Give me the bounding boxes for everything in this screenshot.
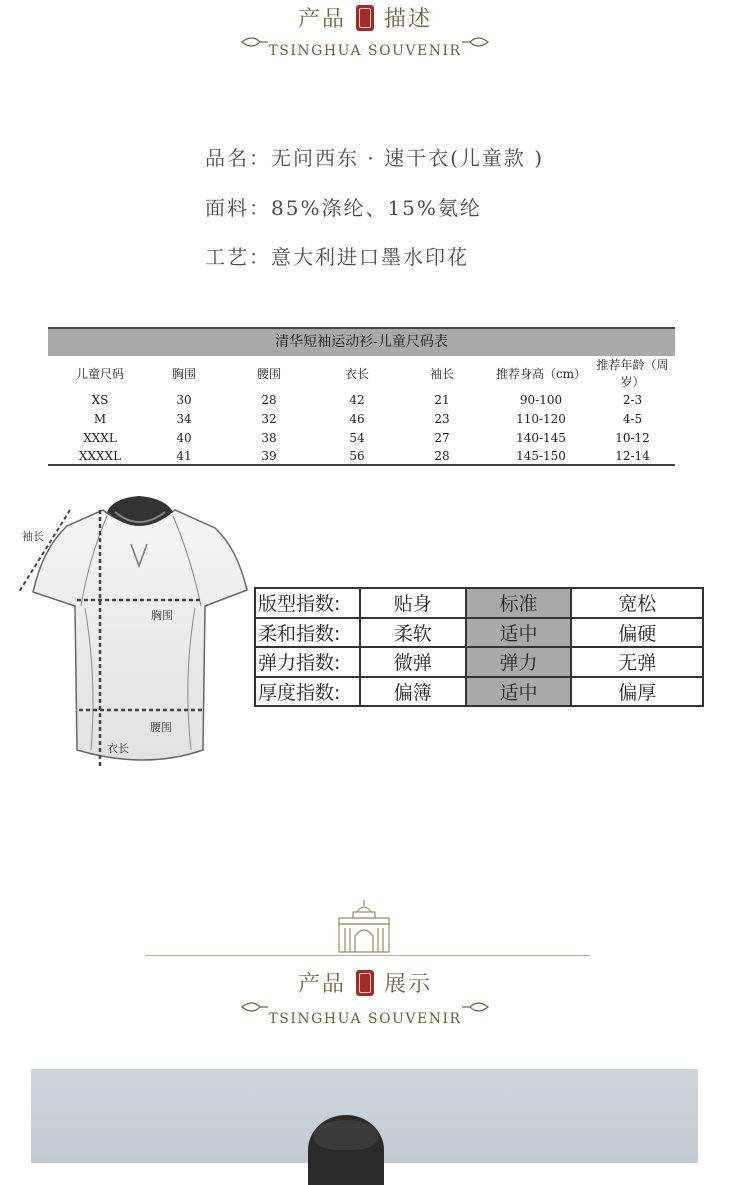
product-craft: 工艺：意大利进口墨水印花 <box>205 245 469 269</box>
table-row <box>48 428 675 447</box>
table-cell: 34 <box>176 411 192 426</box>
size-chart-table <box>48 327 675 466</box>
index-label: 厚度指数: <box>255 677 360 707</box>
table-cell: 28 <box>261 392 277 407</box>
section-title-left: 产品 <box>297 972 346 997</box>
table-cell: 27 <box>434 430 450 445</box>
table-cell: 32 <box>261 411 277 426</box>
table-cell: 110-120 <box>516 411 566 426</box>
index-option-selected: 适中 <box>466 618 572 648</box>
header-cell: 袖长 <box>429 366 454 381</box>
chest-label: 胸围 <box>151 609 173 622</box>
index-option-selected: 弹力 <box>466 647 572 677</box>
table-cell: 12-14 <box>590 447 675 465</box>
table-row <box>255 647 703 677</box>
header-cell: 推荐身高（cm） <box>495 366 587 381</box>
product-fabric: 面料：85%涤纶、15%氨纶 <box>205 196 482 220</box>
table-cell: 145-150 <box>492 447 590 465</box>
index-label: 柔和指数: <box>255 618 360 648</box>
size-chart-header-row <box>48 356 675 390</box>
table-cell: 39 <box>216 447 322 465</box>
table-cell: 46 <box>349 411 365 426</box>
section-subtitle: TSINGHUA SOUVENIR <box>268 1011 462 1027</box>
table-cell: 30 <box>176 392 192 407</box>
header-cell: 衣长 <box>344 366 369 381</box>
header-cell: 胸围 <box>171 366 196 381</box>
index-option: 柔软 <box>360 618 466 648</box>
index-option-selected: 适中 <box>466 677 572 707</box>
size-chart-title: 清华短袖运动衫-儿童尺码表 <box>48 327 675 356</box>
table-cell: 56 <box>322 447 392 465</box>
index-option: 偏硬 <box>571 618 703 648</box>
table-cell: XS <box>91 392 109 407</box>
fit-index-table <box>254 587 704 707</box>
section-title-description <box>0 2 730 33</box>
section-title-right: 展示 <box>384 972 433 997</box>
index-option: 贴身 <box>360 588 466 618</box>
table-cell: 41 <box>152 447 216 465</box>
table-cell: 54 <box>349 430 365 445</box>
index-label: 版型指数: <box>255 588 360 618</box>
tshirt-diagram-icon <box>15 488 250 773</box>
index-option: 偏簿 <box>360 677 466 707</box>
index-option: 偏厚 <box>571 677 703 707</box>
section-title-showcase <box>0 967 730 998</box>
index-option-selected: 标准 <box>466 588 572 618</box>
table-cell: 40 <box>176 430 192 445</box>
table-row <box>255 588 703 618</box>
table-cell: 42 <box>349 392 365 407</box>
index-option: 无弹 <box>571 647 703 677</box>
table-cell: 28 <box>392 447 492 465</box>
table-cell: 38 <box>261 430 277 445</box>
table-row <box>48 447 675 465</box>
divider-line <box>145 955 590 956</box>
table-cell: 21 <box>434 392 450 407</box>
seal-icon <box>356 5 374 31</box>
table-cell: 90-100 <box>519 392 563 407</box>
index-option: 微弹 <box>360 647 466 677</box>
index-option: 宽松 <box>571 588 703 618</box>
sleeve-length-label: 袖长 <box>22 530 44 543</box>
table-row <box>48 409 675 428</box>
section-title-right: 描述 <box>384 7 433 32</box>
table-cell: M <box>93 411 107 426</box>
length-label: 衣长 <box>107 742 129 755</box>
table-cell: XXXXL <box>48 447 152 465</box>
table-row <box>48 390 675 409</box>
header-cell: 儿童尺码 <box>75 366 124 381</box>
table-cell: 2-3 <box>622 392 643 407</box>
model-hair-image <box>314 1120 378 1150</box>
table-row <box>255 618 703 648</box>
table-cell: 140-145 <box>516 430 566 445</box>
table-cell: XXXL <box>83 430 117 445</box>
table-row <box>255 677 703 707</box>
header-cell: 腰围 <box>256 366 281 381</box>
header-cell: 推荐年龄（周岁） <box>596 358 669 389</box>
section-title-left: 产品 <box>297 7 346 32</box>
product-name: 品名：无问西东 · 速干衣(儿童款 ) <box>205 146 545 170</box>
table-cell: 4-5 <box>622 411 643 426</box>
section-subtitle: TSINGHUA SOUVENIR <box>268 43 462 59</box>
waist-label: 腰围 <box>150 721 172 734</box>
table-cell: 23 <box>434 411 450 426</box>
table-cell: 10-12 <box>615 430 650 445</box>
index-label: 弹力指数: <box>255 647 360 677</box>
seal-icon <box>356 970 374 996</box>
university-gate-icon <box>335 898 393 954</box>
